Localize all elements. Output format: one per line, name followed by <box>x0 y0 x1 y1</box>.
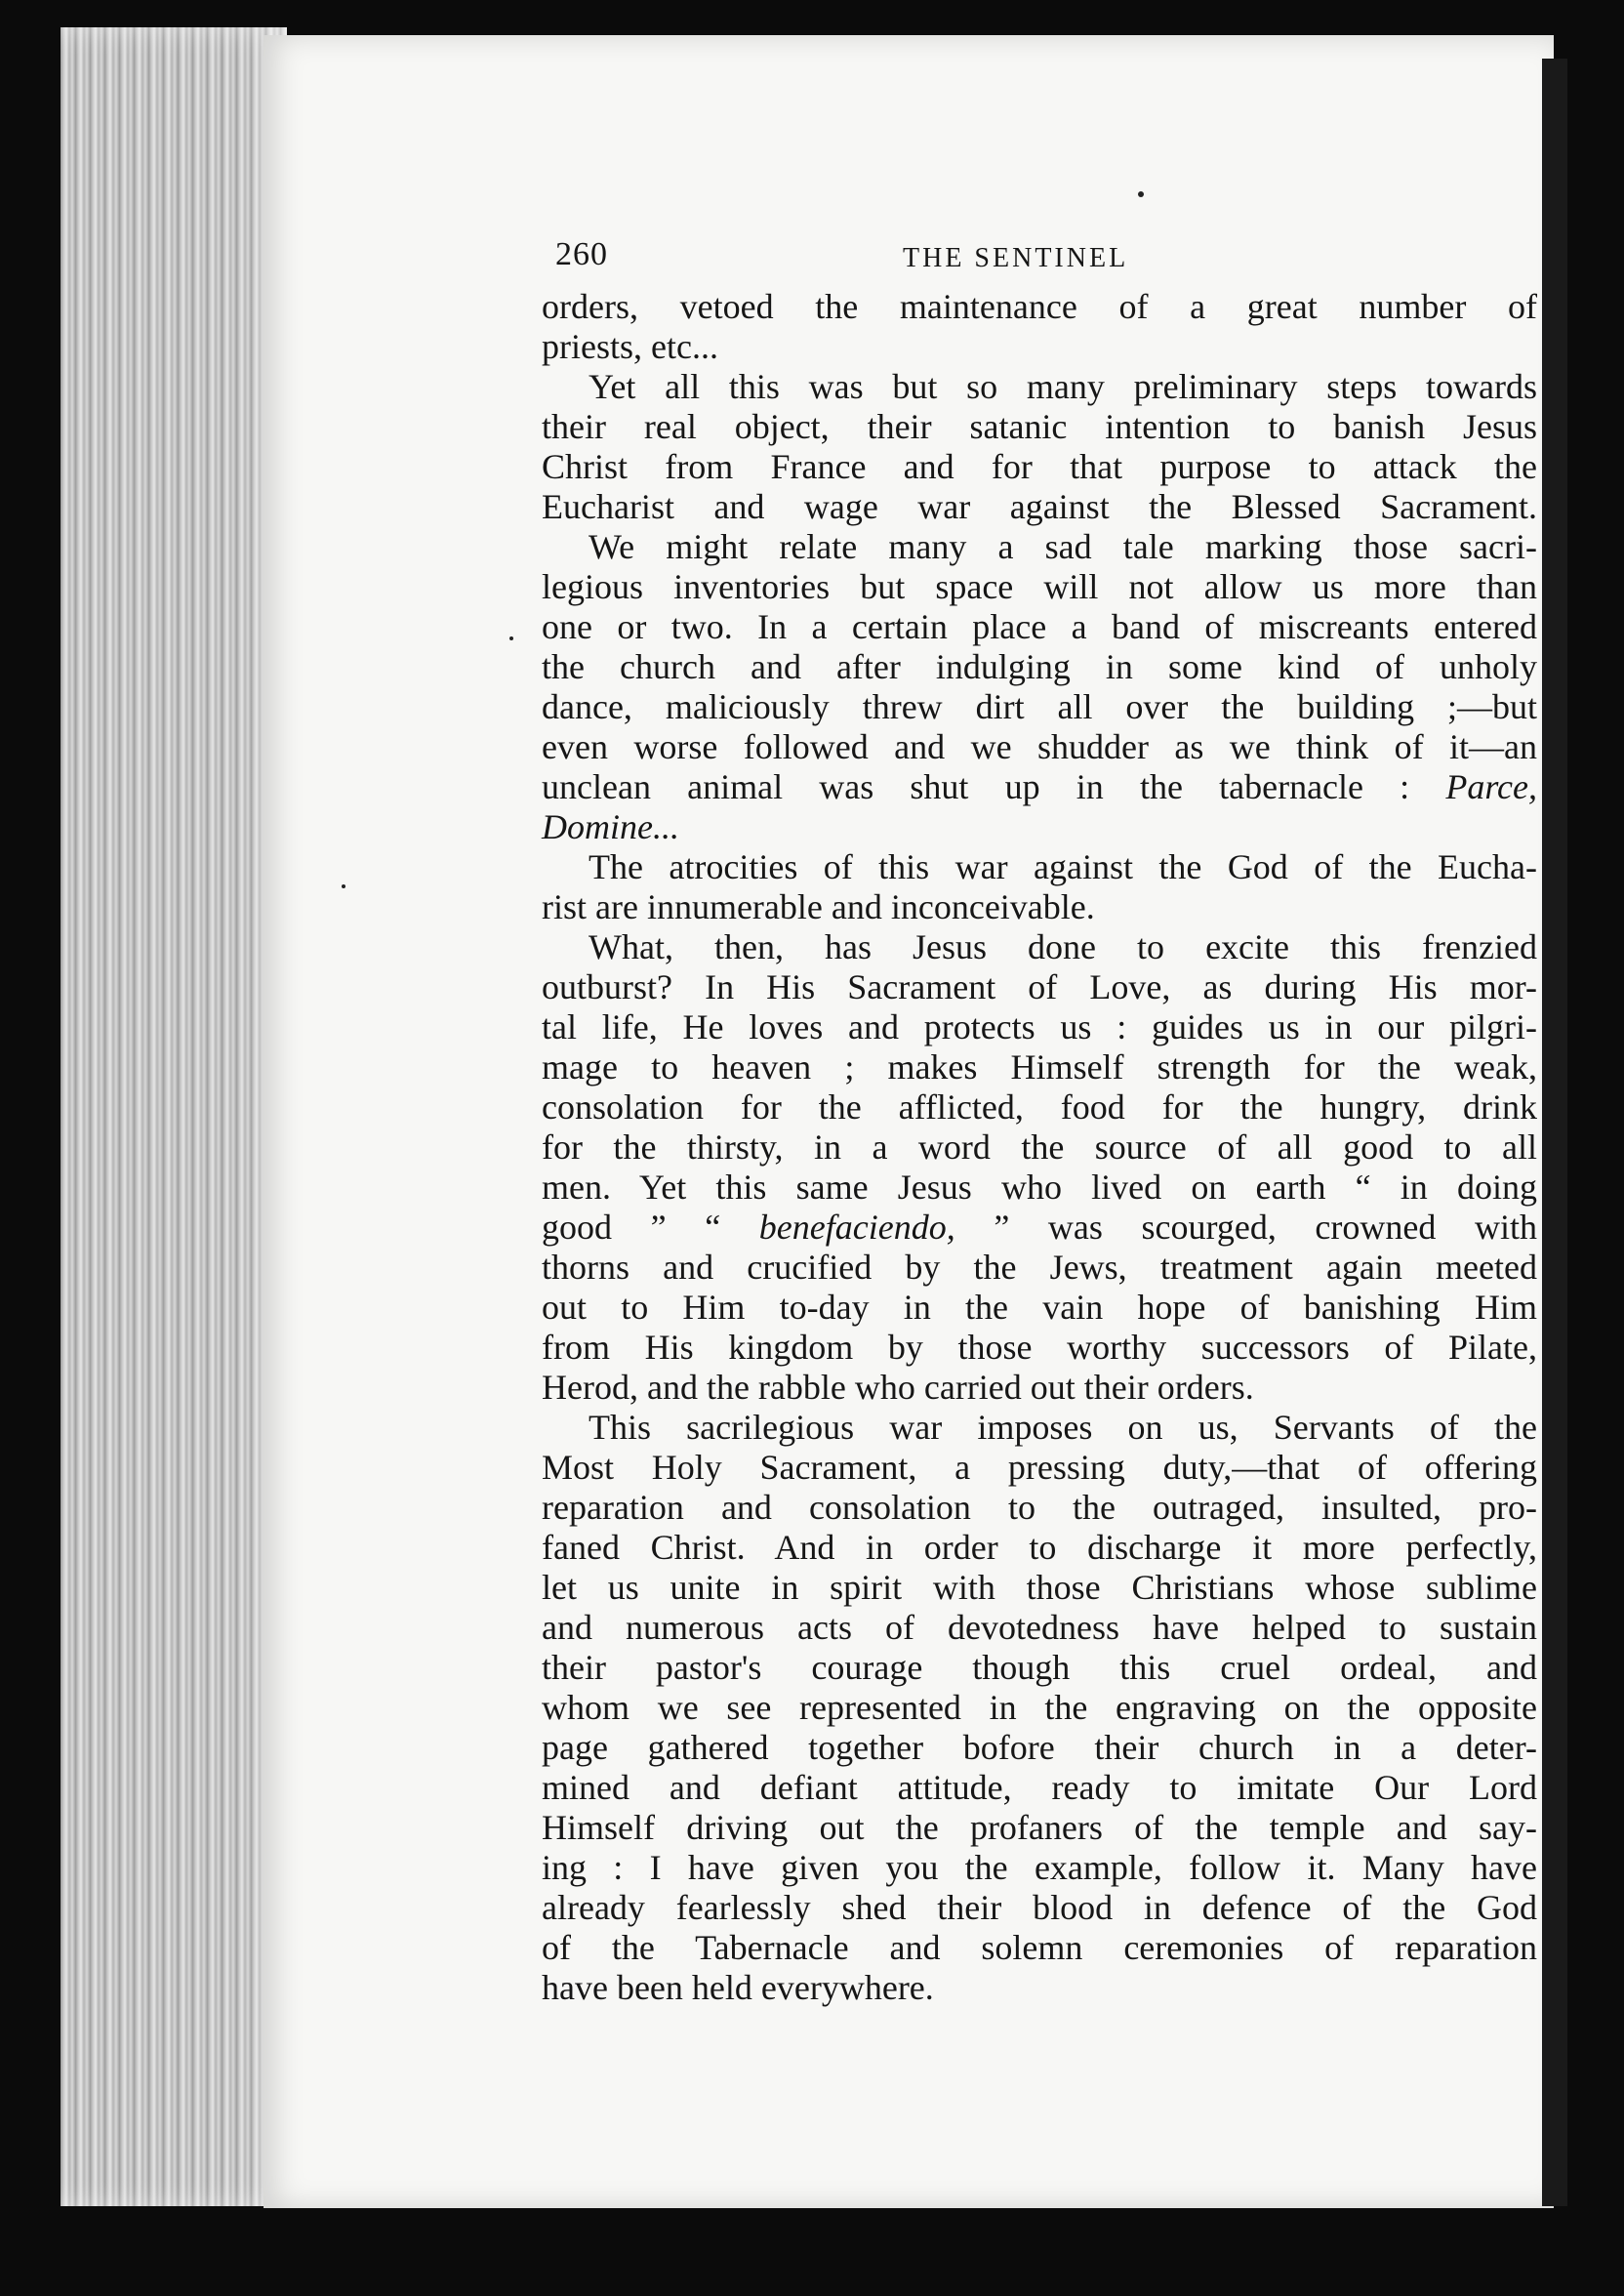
text-line: have been held everywhere. <box>542 1968 934 2007</box>
text-line: tal life, He loves and protects us : guides us in our pilgri- <box>542 1007 1537 1046</box>
running-head <box>542 234 1537 281</box>
text-line: ing : I have given you the example, follow it. Many have <box>542 1848 1537 1887</box>
text-line: Himself driving out the profaners of the temple and say- <box>542 1808 1537 1847</box>
text-line: What, then, has Jesus done to excite this frenzied <box>589 927 1537 966</box>
text-line: We might relate many a sad tale marking those sacri- <box>589 527 1537 566</box>
text-line: already fearlessly shed their blood in defence of the God <box>542 1888 1537 1927</box>
text-segment: ” was scourged, crowned with <box>954 1208 1537 1247</box>
text-line: priests, etc... <box>542 327 718 366</box>
text-line: even worse followed and we shudder as we think of it—an <box>542 727 1537 766</box>
body-text <box>542 287 1537 2008</box>
text-line: This sacrilegious war imposes on us, Servants of the <box>589 1408 1537 1447</box>
text-line: out to Him to-day in the vain hope of banishing Him <box>542 1288 1537 1327</box>
text-line: men. Yet this same Jesus who lived on earth “ in doing <box>542 1168 1537 1207</box>
text-line: whom we see represented in the engraving on the opposite <box>542 1688 1537 1727</box>
text-line: mined and defiant attitude, ready to imitate Our Lord <box>542 1768 1537 1807</box>
text-line: Eucharist and wage war against the Blessed Sacrament. <box>542 487 1537 526</box>
speck-mark <box>509 636 513 640</box>
text-line <box>542 807 1537 847</box>
text-segment: good ” “ <box>542 1208 759 1247</box>
latin-phrase: Domine... <box>542 807 679 846</box>
text-line: legious inventories but space will not allow us more than <box>542 567 1537 606</box>
text-line: one or two. In a certain place a band of miscreants entered <box>542 607 1537 646</box>
text-line: let us unite in spirit with those Christians whose sublime <box>542 1568 1537 1607</box>
text-line: their real object, their satanic intention to banish Jesus <box>542 407 1537 446</box>
text-line: and numerous acts of devotedness have helped to sustain <box>542 1608 1537 1647</box>
page-edges <box>61 27 287 2206</box>
text-line: of the Tabernacle and solemn ceremonies of reparation <box>542 1928 1537 1967</box>
speck-mark <box>1138 191 1144 197</box>
text-line: outburst? In His Sacrament of Love, as during His mor- <box>542 967 1537 1006</box>
page-text <box>542 234 1537 2008</box>
latin-phrase: Parce, <box>1445 767 1537 806</box>
text-line: orders, vetoed the maintenance of a great number of <box>542 287 1537 326</box>
text-line: the church and after indulging in some kind of unholy <box>542 647 1537 686</box>
text-line: Most Holy Sacrament, a pressing duty,—that of offering <box>542 1448 1537 1487</box>
text-line: faned Christ. And in order to discharge it more perfectly, <box>542 1528 1537 1567</box>
text-line: page gathered together bofore their church in a deter- <box>542 1728 1537 1767</box>
text-line <box>542 1208 1537 1248</box>
text-line: their pastor's courage though this cruel ordeal, and <box>542 1648 1537 1687</box>
page-number: 260 <box>555 236 608 272</box>
latin-phrase: benefaciendo, <box>758 1208 955 1247</box>
text-line: The atrocities of this war against the God of the Eucha- <box>589 847 1537 886</box>
text-line: Yet all this was but so many preliminary steps towards <box>589 367 1537 406</box>
running-title: THE SENTINEL <box>903 243 1129 273</box>
binding-edge <box>1542 59 1567 2206</box>
text-segment: unclean animal was shut up in the tabernacle : <box>542 767 1446 806</box>
text-line: consolation for the afflicted, food for the hungry, drink <box>542 1087 1537 1127</box>
text-line: mage to heaven ; makes Himself strength for the weak, <box>542 1047 1537 1086</box>
text-line: Herod, and the rabble who carried out their orders. <box>542 1368 1254 1407</box>
text-line: Christ from France and for that purpose to attack the <box>542 447 1537 486</box>
text-line: dance, maliciously threw dirt all over the building ;—but <box>542 687 1537 726</box>
text-line: rist are innumerable and inconceivable. <box>542 887 1095 926</box>
text-line: thorns and crucified by the Jews, treatment again meeted <box>542 1248 1537 1287</box>
text-line <box>542 767 1537 807</box>
text-line: reparation and consolation to the outraged, insulted, pro- <box>542 1488 1537 1527</box>
text-line: from His kingdom by those worthy successors of Pilate, <box>542 1328 1537 1367</box>
speck-mark <box>342 884 345 888</box>
text-line: for the thirsty, in a word the source of all good to all <box>542 1128 1537 1167</box>
